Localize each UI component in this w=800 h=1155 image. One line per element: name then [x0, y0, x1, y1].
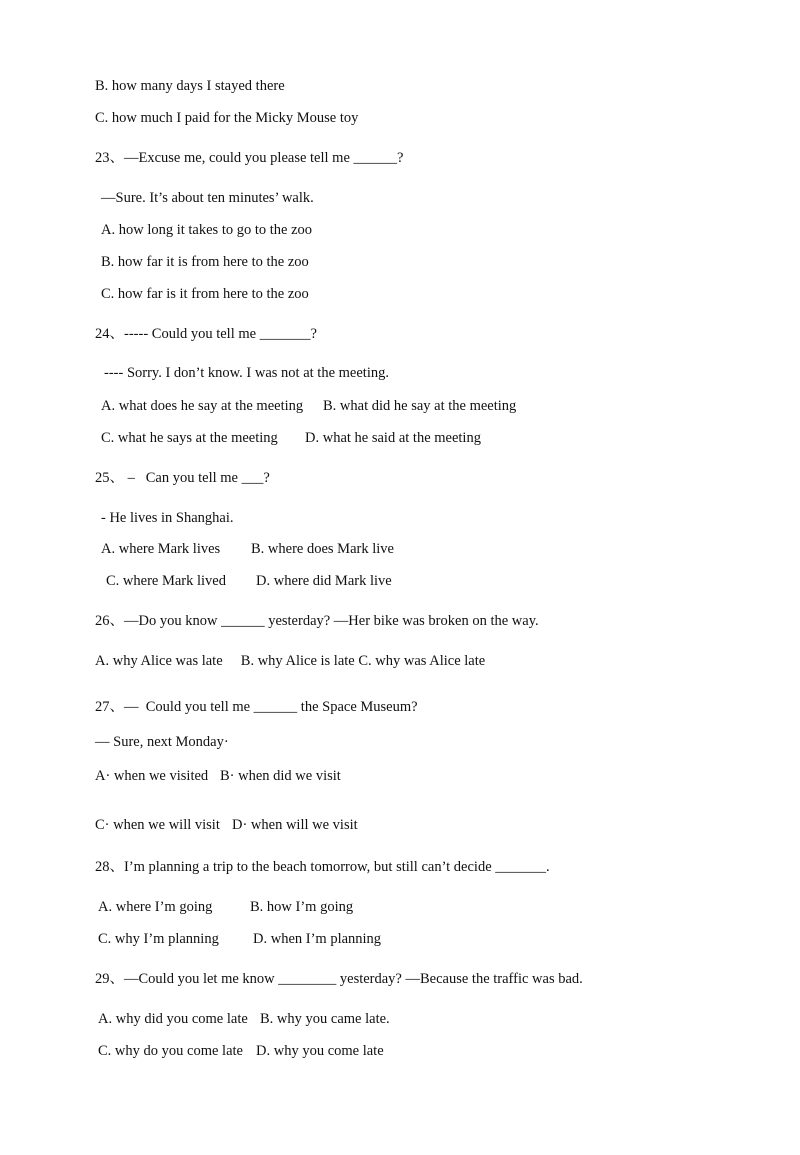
- q23-response: —Sure. It’s about ten minutes’ walk.: [101, 190, 314, 206]
- q25-option-d: D. where did Mark live: [256, 573, 392, 589]
- q28-option-a: A. where I’m going: [98, 899, 213, 915]
- q26-options: A. why Alice was late B. why Alice is late C. why was Alice late: [95, 653, 486, 669]
- q29-prompt: 29、—Could you let me know ________ yesterday? —Because the traffic was bad.: [95, 971, 583, 987]
- q25-response: - He lives in Shanghai.: [101, 510, 234, 526]
- q27-prompt: 27、— Could you tell me ______ the Space Museum?: [95, 699, 418, 715]
- q28-option-c: C. why I’m planning: [98, 931, 219, 947]
- q22-option-c: C. how much I paid for the Micky Mouse toy: [95, 110, 359, 126]
- q28-prompt: 28、I’m planning a trip to the beach tomorrow, but still can’t decide _______.: [95, 859, 550, 875]
- q24-response: ---- Sorry. I don’t know. I was not at the meeting.: [104, 365, 389, 381]
- q29-option-a: A. why did you come late: [98, 1011, 248, 1027]
- q29-option-d: D. why you come late: [256, 1043, 384, 1059]
- q27-option-d: D· when will we visit: [232, 817, 358, 833]
- q23-option-a: A. how long it takes to go to the zoo: [101, 222, 313, 238]
- q25-option-c: C. where Mark lived: [106, 573, 226, 589]
- q25-option-a: A. where Mark lives: [101, 541, 221, 557]
- q24-option-c: C. what he says at the meeting: [101, 430, 278, 446]
- q23-option-c: C. how far is it from here to the zoo: [101, 286, 309, 302]
- q24-option-d: D. what he said at the meeting: [305, 430, 481, 446]
- q22-option-b: B. how many days I stayed there: [95, 78, 285, 94]
- q28-option-b: B. how I’m going: [250, 899, 354, 915]
- q27-option-c: C· when we will visit: [95, 817, 220, 833]
- q29-option-b: B. why you came late.: [260, 1011, 390, 1027]
- q23-option-b: B. how far it is from here to the zoo: [101, 254, 309, 270]
- q25-option-b: B. where does Mark live: [251, 541, 394, 557]
- q25-prompt: 25、 – Can you tell me ___?: [95, 470, 270, 486]
- q23-prompt: 23、—Excuse me, could you please tell me ______?: [95, 150, 404, 166]
- q28-option-d: D. when I’m planning: [253, 931, 382, 947]
- q24-prompt: 24、----- Could you tell me _______?: [95, 326, 317, 342]
- q24-option-b: B. what did he say at the meeting: [323, 398, 517, 414]
- q27-option-b: B· when did we visit: [220, 768, 341, 784]
- q29-option-c: C. why do you come late: [98, 1043, 243, 1059]
- q27-option-a: A· when we visited: [95, 768, 209, 784]
- q26-prompt: 26、—Do you know ______ yesterday? —Her bike was broken on the way.: [95, 613, 539, 629]
- q24-option-a: A. what does he say at the meeting: [101, 398, 304, 414]
- q27-response: — Sure, next Monday·: [95, 734, 229, 750]
